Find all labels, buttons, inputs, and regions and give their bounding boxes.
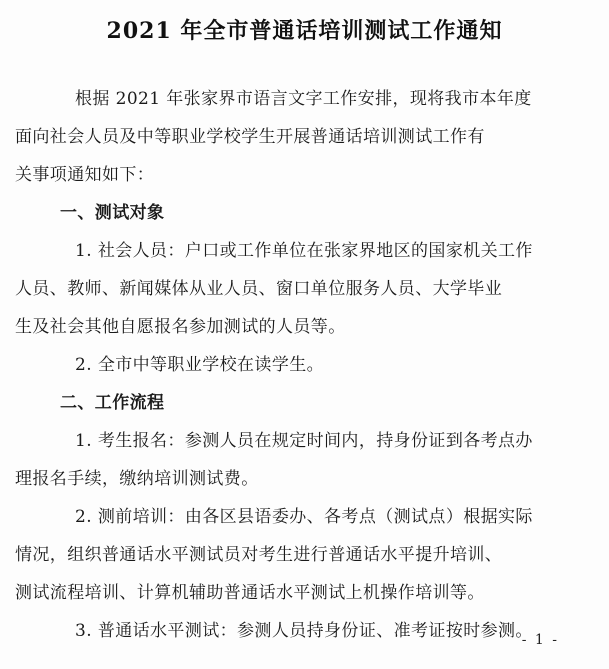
page-number: - 1 - [521, 632, 559, 648]
paragraph-line: 情况，组织普通话水平测试员对考生进行普通话水平提升培训、 [15, 545, 503, 565]
section-heading-test-target: 一、测试对象 [60, 203, 165, 223]
paragraph-line: 面向社会人员及中等职业学校学生开展普通话培训测试工作有 [15, 127, 485, 147]
paragraph-line: 2. 测前培训：由各区县语委办、各考点（测试点）根据实际 [75, 507, 533, 527]
document-body [15, 80, 590, 650]
paragraph-line: 3. 普通话水平测试：参测人员持身份证、准考证按时参测。 [75, 621, 533, 641]
document-title: 2021 年全市普通话培训测试工作通知 [106, 18, 503, 44]
paragraph-line: 2. 全市中等职业学校在读学生。 [75, 355, 325, 375]
paragraph-line: 1. 考生报名：参测人员在规定时间内，持身份证到各考点办 [75, 431, 533, 451]
paragraph-line: 生及社会其他自愿报名参加测试的人员等。 [15, 317, 346, 337]
paragraph-line: 根据 2021 年张家界市语言文字工作安排，现将我市本年度 [75, 89, 532, 109]
paragraph-line: 测试流程培训、计算机辅助普通话水平测试上机操作培训等。 [15, 583, 485, 603]
section-heading-workflow: 二、工作流程 [60, 393, 165, 413]
paragraph-line: 人员、教师、新闻媒体从业人员、窗口单位服务人员、大学毕业 [15, 279, 503, 299]
paragraph-line: 理报名手续，缴纳培训测试费。 [15, 469, 259, 489]
paragraph-line: 1. 社会人员：户口或工作单位在张家界地区的国家机关工作 [75, 241, 533, 261]
paragraph-line: 关事项通知如下： [15, 165, 155, 185]
